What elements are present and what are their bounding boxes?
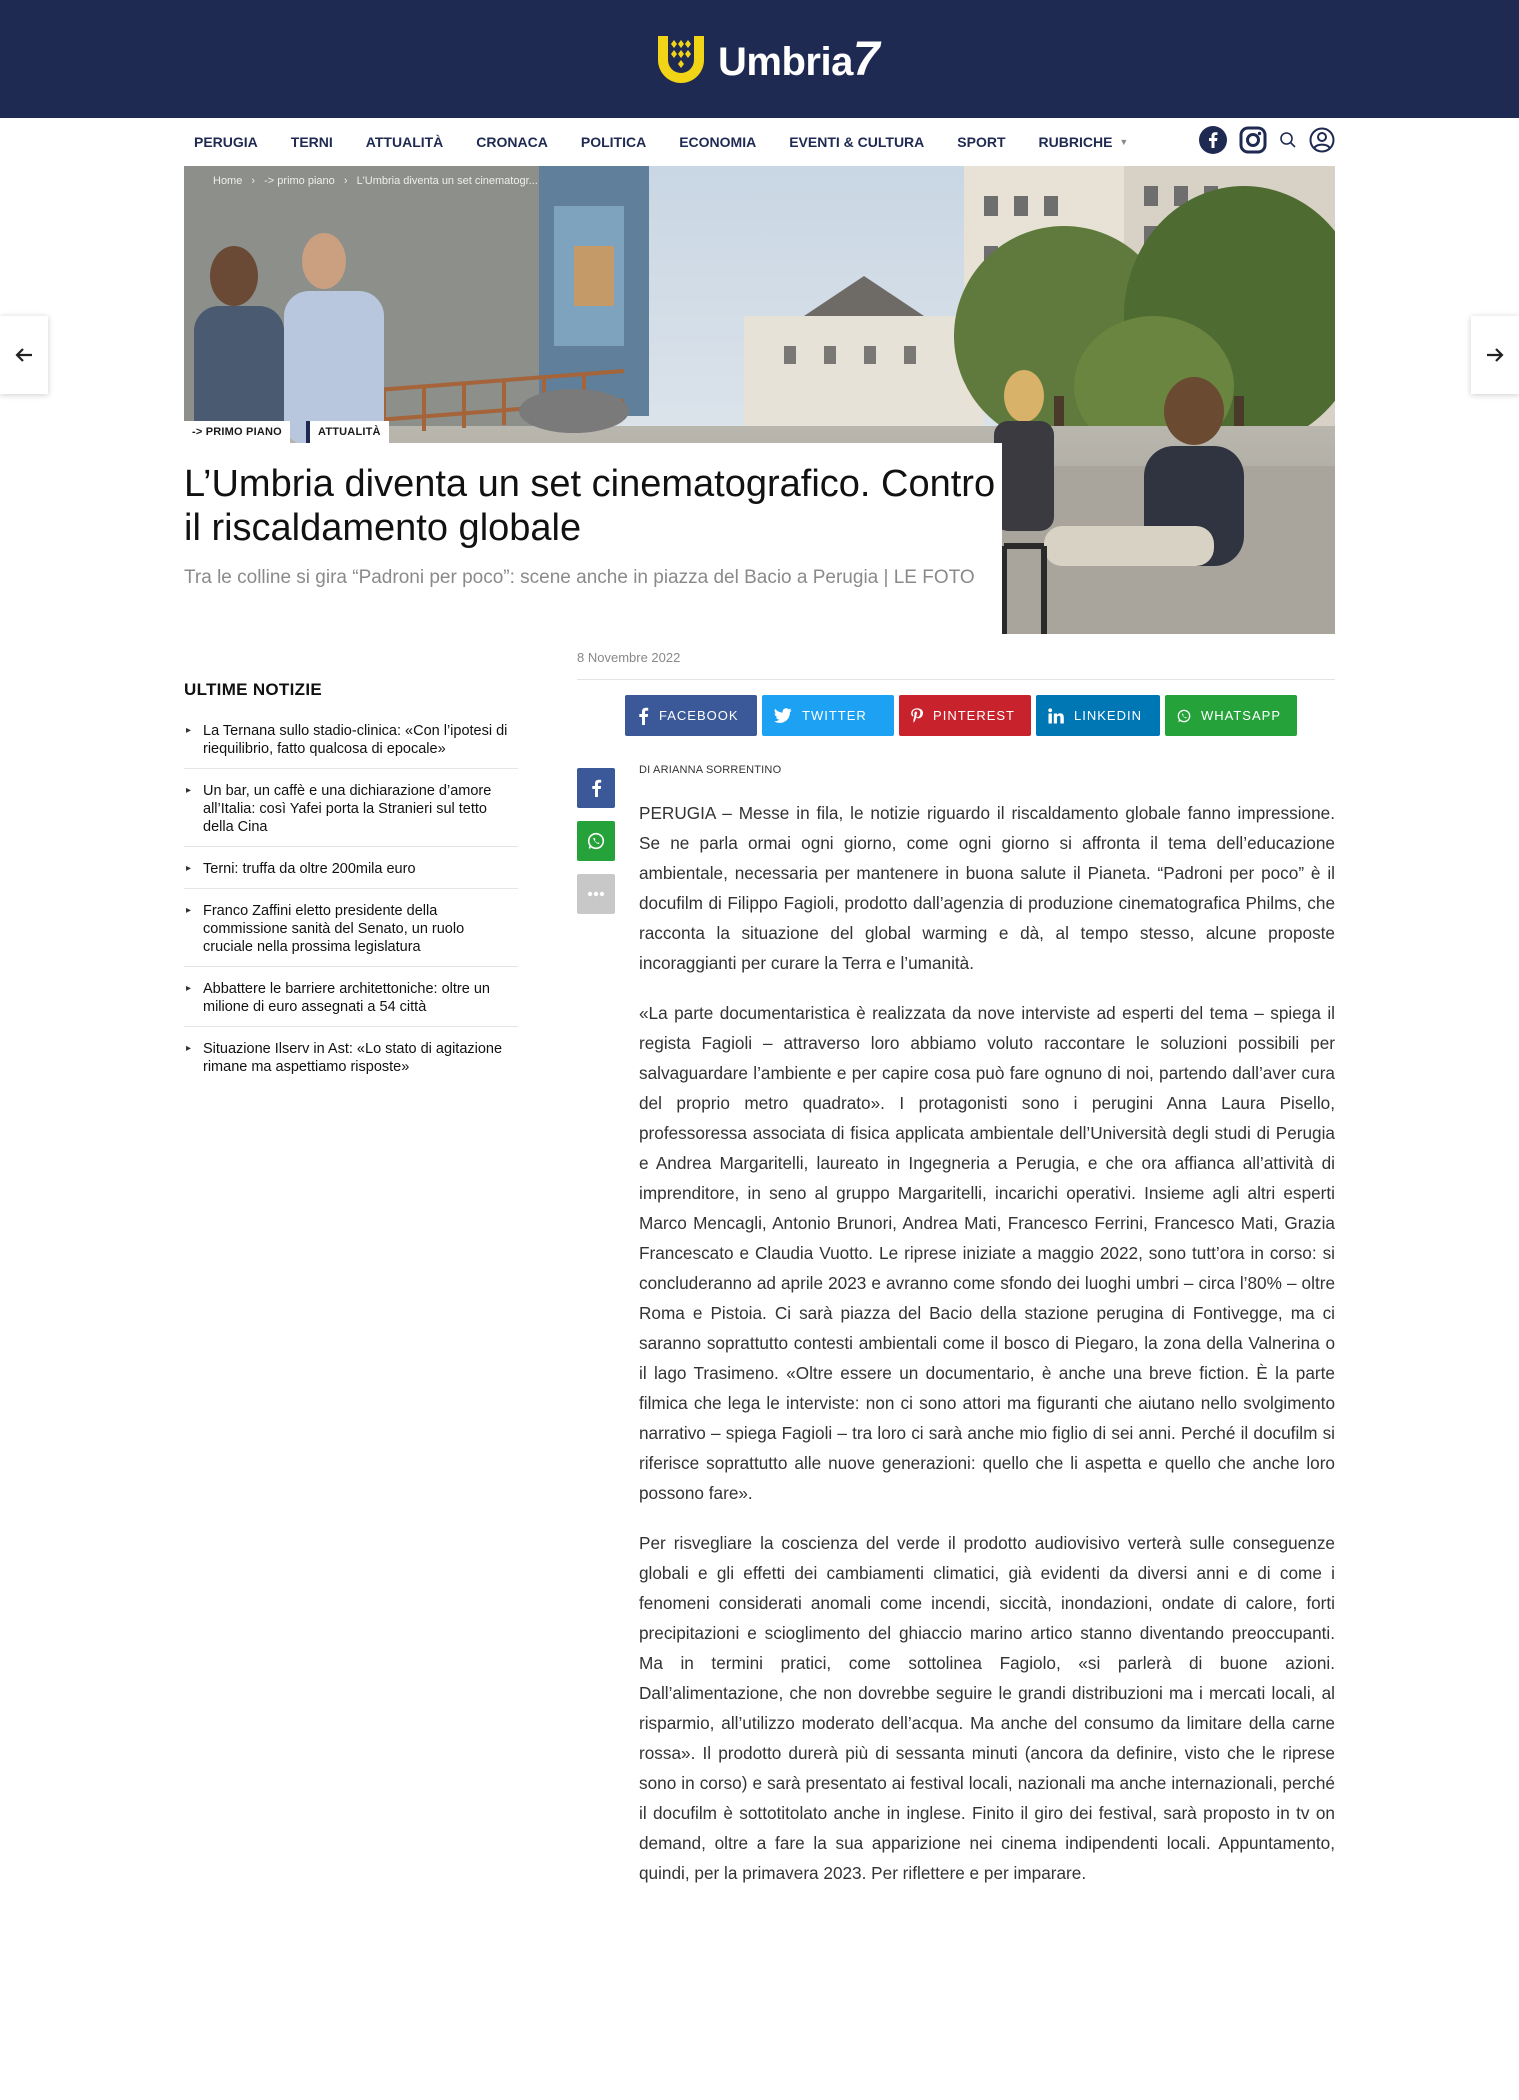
share-buttons [625,695,1302,736]
instagram-icon[interactable] [1239,126,1267,159]
search-icon[interactable] [1279,131,1297,154]
sidebar-latest-news [184,680,518,1099]
category-tag-attualita[interactable]: ATTUALITÀ [306,421,389,443]
main-nav [184,118,1335,166]
share-linkedin-button[interactable] [1036,695,1160,736]
share-whatsapp-square-button[interactable] [577,821,615,861]
share-linkedin-label: LINKEDIN [1074,708,1142,723]
linkedin-icon [1048,708,1064,724]
previous-article-button[interactable] [0,316,48,394]
nav-item-rubriche[interactable]: RUBRICHE [1038,134,1113,150]
whatsapp-icon [587,832,605,850]
divider [577,679,1335,680]
pinterest-icon [911,707,923,725]
share-twitter-label: TWITTER [802,708,867,723]
category-tag-primo-piano[interactable]: -> PRIMO PIANO [184,421,290,443]
news-list-item[interactable]: ▸ La Ternana sullo stadio-clinica: «Con l’ipotesi di riequilibrio, fatto qualcosa di epocale» [184,722,518,769]
facebook-icon [590,779,602,797]
breadcrumb [213,175,544,187]
arrow-right-icon [1483,343,1507,367]
share-whatsapp-button[interactable] [1165,695,1297,736]
article-title: L’Umbria diventa un set cinematografico. Contro il riscaldamento globale [184,463,996,549]
article-body [639,798,1335,1908]
facebook-icon[interactable] [1199,126,1227,159]
breadcrumb-separator: › [343,175,348,187]
news-list-item[interactable]: ▸ Situazione Ilserv in Ast: «Lo stato di agitazione rimane ma aspettiamo risposte» [184,1040,518,1086]
nav-item-economia[interactable]: ECONOMIA [679,134,757,150]
nav-item-eventi-cultura[interactable]: EVENTI & CULTURA [789,134,925,150]
breadcrumb-home[interactable]: Home [213,175,243,187]
share-twitter-button[interactable] [762,695,894,736]
next-article-button[interactable] [1471,316,1519,394]
share-more-button[interactable] [577,874,615,914]
share-pinterest-button[interactable] [899,695,1031,736]
vertical-share-bar [577,768,615,927]
facebook-icon [637,707,649,725]
share-facebook-label: FACEBOOK [659,708,739,723]
nav-item-terni[interactable]: TERNI [290,134,333,150]
share-facebook-button[interactable] [625,695,757,736]
news-list-item[interactable]: ▸ Abbattere le barriere architettoniche: oltre un milione di euro assegnati a 54 città [184,980,518,1027]
nav-item-sport[interactable]: SPORT [957,134,1006,150]
chevron-down-icon[interactable]: ▼ [1119,137,1129,147]
news-list-item[interactable]: ▸ Franco Zaffini eletto presidente della commissione sanità del Senato, un ruolo cruciale nella prossima legislatura [184,902,518,967]
nav-item-attualita[interactable]: ATTUALITÀ [365,134,444,150]
news-list-item[interactable]: ▸ Terni: truffa da oltre 200mila euro [184,860,518,889]
arrow-left-icon [12,343,36,367]
news-list-item[interactable]: ▸ Un bar, un caffè e una dichiarazione d’amore all’Italia: così Yafei porta la Stranieri sul tetto della Cina [184,782,518,847]
more-dots-icon [587,891,605,897]
site-header [0,0,1519,118]
nav-item-politica[interactable]: POLITICA [580,134,647,150]
share-pinterest-label: PINTEREST [933,708,1015,723]
breadcrumb-current: L'Umbria diventa un set cinematogr... [356,175,538,187]
user-icon[interactable] [1309,127,1335,158]
breadcrumb-section[interactable]: -> primo piano [264,175,335,187]
logo-wordmark: Umbria7 [718,32,880,86]
nav-item-perugia[interactable]: PERUGIA [194,134,258,150]
whatsapp-icon [1177,707,1191,725]
nav-actions [1187,126,1335,159]
article-paragraph: «La parte documentaristica è realizzata da nove interviste ad esperti del tema – spiega il regista Fagioli – attraverso loro abbiamo voluto raccontare le soluzioni possibili per salvaguardare l’ambiente e per capire cosa può fare ognuno di noi, partendo dall’aver cura del proprio metro quadrato». I protagonisti sono i perugini Anna Laura Pisello, professoressa associata di fisica applicata ambientale dell’Università degli studi di Perugia e Andrea Margaritelli, laureato in Ingegneria a Perugia, e che ora affianca all’attività di imprenditore, in seno al gruppo Margaritelli, incarichi operativi. Insieme agli altri esperti Marco Mencagli, Antonio Brunori, Andrea Mati, Francesco Ferrini, Francesco Mati, Grazia Francescato e Claudia Vuotto. Le riprese iniziate a maggio 2022, sono tutt’ora in corso: si concluderanno ad aprile 2023 e avranno come sfondo dei luoghi umbri – circa l’80% – oltre Roma e Pistoia. Ci sarà piazza del Bacio della stazione perugina di Fontivegge, ma ci saranno soprattutto contesti ambientali come il bosco di Piegaro, la zona della Valnerina o il lago Trasimeno. «Oltre essere un documentario, è anche una breve fiction. È la parte filmica che lega le interviste: non ci sono attori ma figuranti che aiutano nello svolgimento narrativo – spiega Fagioli – tra loro ci sarà anche mio figlio di sei anni. Perché il docufilm si riferisce soprattutto alle nuove generazioni: quello che li aspetta e quello che anche loro possono fare». [639,1003,1335,1503]
logo-mark-icon [652,30,710,88]
article-paragraph: PERUGIA – Messe in fila, le notizie riguardo il riscaldamento globale fanno impressione. Se ne parla ormai ogni giorno, come ogni giorno si affronta il tema dell’educazione ambientale, necessaria per mantenere in buona salute il Pianeta. “Padroni per poco” è il docufilm di Filippo Fagioli, prodotto dall’agenzia di produzione cinematografica Philms, che racconta la situazione del global warming e dà, al tempo stesso, alcune proposte incoraggianti per curare la Terra e l’umanità. [639,803,1335,973]
article-date: 8 Novembre 2022 [577,650,681,665]
nav-item-cronaca[interactable]: CRONACA [476,134,548,150]
article-byline: DI ARIANNA SORRENTINO [639,764,782,776]
breadcrumb-separator: › [251,175,256,187]
article-paragraph: Per risvegliare la coscienza del verde il prodotto audiovisivo verterà sulle conseguenze globali e gli effetti dei cambiamenti climatici, già evidenti da diversi anni e di come i fenomeni considerati anomali come incendi, siccità, inondazioni, ondate di calore, forti precipitazioni e scioglimento del ghiaccio marino artico stanno diventando preoccupanti. Ma in termini pratici, come sottolinea Fagiolo, «si parlerà di buone azioni. Dall’alimentazione, che non dovrebbe seguire le grandi distribuzioni ma i mercati locali, al risparmio, all’utilizzo moderato dell’acqua. Ma anche del consumo da limitare della carne rossa». Il prodotto durerà più di sessanta minuti (ancora da definire, visto che le riprese sono in corso) e sarà presentato ai festival locali, nazionali ma anche internazionali, perché il docufilm è sottotitolato anche in inglese. Finito il giro dei festival, sarà proposto in tv on demand, oltre a fare la sua apparizione nei cinema indipendenti locali. Appuntamento, quindi, per la primavera 2023. Per riflettere e per imparare. [639,1533,1335,1883]
site-logo[interactable] [652,30,879,88]
article-subtitle: Tra le colline si gira “Padroni per poco”: scene anche in piazza del Bacio a Perugia | LE FOTO [184,567,975,588]
sidebar-title: ULTIME NOTIZIE [184,680,322,699]
share-whatsapp-label: WHATSAPP [1201,708,1281,723]
twitter-icon [774,708,792,724]
share-facebook-square-button[interactable] [577,768,615,808]
